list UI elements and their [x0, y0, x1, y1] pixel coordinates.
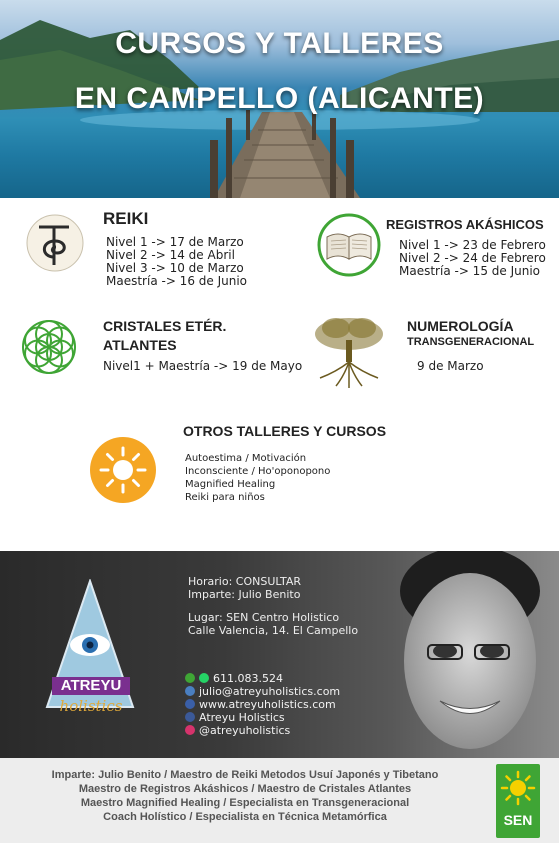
open-book-icon: [317, 213, 381, 277]
contact-web[interactable]: www.atreyuholistics.com: [199, 697, 336, 711]
footer-line-4: Coach Holístico / Especialista en Técnica Metamórfica: [103, 811, 387, 823]
info-direccion: Calle Valencia, 14. El Campello: [188, 624, 359, 637]
info-imparte: Imparte: Julio Benito: [188, 588, 301, 601]
info-band: [0, 551, 559, 758]
otros-title: OTROS TALLERES Y CURSOS: [183, 423, 387, 439]
portrait-photo: [370, 551, 559, 758]
reiki-symbol-icon: [25, 213, 85, 273]
flower-of-life-icon: [18, 316, 80, 378]
cristales-title-line1: CRISTALES ETÉR.: [103, 318, 227, 334]
otros-item-4: Reiki para niños: [185, 492, 265, 503]
contact-phone-row: [185, 672, 283, 684]
info-lugar: Lugar: SEN Centro Holistico: [188, 611, 340, 624]
tree-of-life-icon: [306, 314, 392, 390]
contact-facebook[interactable]: Atreyu Holistics: [199, 710, 285, 724]
footer-line-2: Maestro de Registros Akáshicos / Maestro de Cristales Atlantes: [78, 783, 412, 795]
reiki-line-3: Nivel 3 -> 10 de Marzo: [106, 261, 244, 275]
numerologia-title-line2: TRANSGENERACIONAL: [407, 336, 535, 348]
reiki-line-2: Nivel 2 -> 14 de Abril: [106, 248, 235, 262]
contact-instagram[interactable]: @atreyuholistics: [199, 723, 291, 737]
akashicos-title: REGISTROS AKÁSHICOS: [386, 217, 544, 232]
hero-title-line1: CURSOS Y TALLERES: [115, 27, 444, 60]
akashicos-line-3: Maestría -> 15 de Junio: [399, 264, 541, 278]
akashicos-line-2: Nivel 2 -> 24 de Febrero: [399, 251, 546, 265]
globe-icon: [185, 699, 195, 709]
sun-icon: [88, 435, 158, 505]
sen-logo-text: SEN: [503, 812, 533, 828]
reiki-line-4: Maestría -> 16 de Junio: [106, 274, 248, 288]
instagram-icon: [185, 725, 195, 735]
reiki-line-1: Nivel 1 -> 17 de Marzo: [106, 235, 244, 249]
otros-item-1: Autoestima / Motivación: [185, 453, 307, 464]
cristales-line: Nivel1 + Maestría -> 19 de Mayo: [103, 359, 303, 373]
phone-icon: [185, 673, 195, 683]
atreyu-logo-brand: ATREYU: [52, 677, 130, 695]
contact-email[interactable]: julio@atreyuholistics.com: [199, 684, 341, 698]
footer-line-1: Imparte: Julio Benito / Maestro de Reiki Metodos Usuí Japonés y Tibetano: [51, 769, 439, 781]
numerologia-title-line1: NUMEROLOGÍA: [407, 318, 514, 334]
sen-logo: [496, 764, 540, 838]
reiki-title: REIKI: [103, 209, 149, 228]
contact-phone[interactable]: 611.083.524: [213, 671, 283, 685]
numerologia-line: 9 de Marzo: [417, 359, 484, 373]
footer-line-3: Maestro Magnified Healing / Especialista en Transgeneracional: [80, 797, 410, 809]
email-icon: [185, 686, 195, 696]
atreyu-logo-tagline: holistics: [59, 697, 123, 715]
info-horario: Horario: CONSULTAR: [188, 575, 302, 588]
cristales-title-line2: ATLANTES: [103, 337, 177, 353]
facebook-icon: [185, 712, 195, 722]
hero-banner: [0, 0, 559, 198]
whatsapp-icon: [199, 673, 209, 683]
otros-item-3: Magnified Healing: [185, 479, 276, 490]
contact-web-row: [185, 698, 336, 710]
otros-item-2: Inconsciente / Ho'oponopono: [185, 466, 331, 477]
contact-instagram-row: [185, 724, 290, 736]
hero-title-line2: EN CAMPELLO (ALICANTE): [74, 82, 485, 115]
akashicos-line-1: Nivel 1 -> 23 de Febrero: [399, 238, 546, 252]
sen-sun-icon: [500, 770, 536, 806]
contact-facebook-row: [185, 711, 285, 723]
contact-email-row: [185, 685, 340, 697]
